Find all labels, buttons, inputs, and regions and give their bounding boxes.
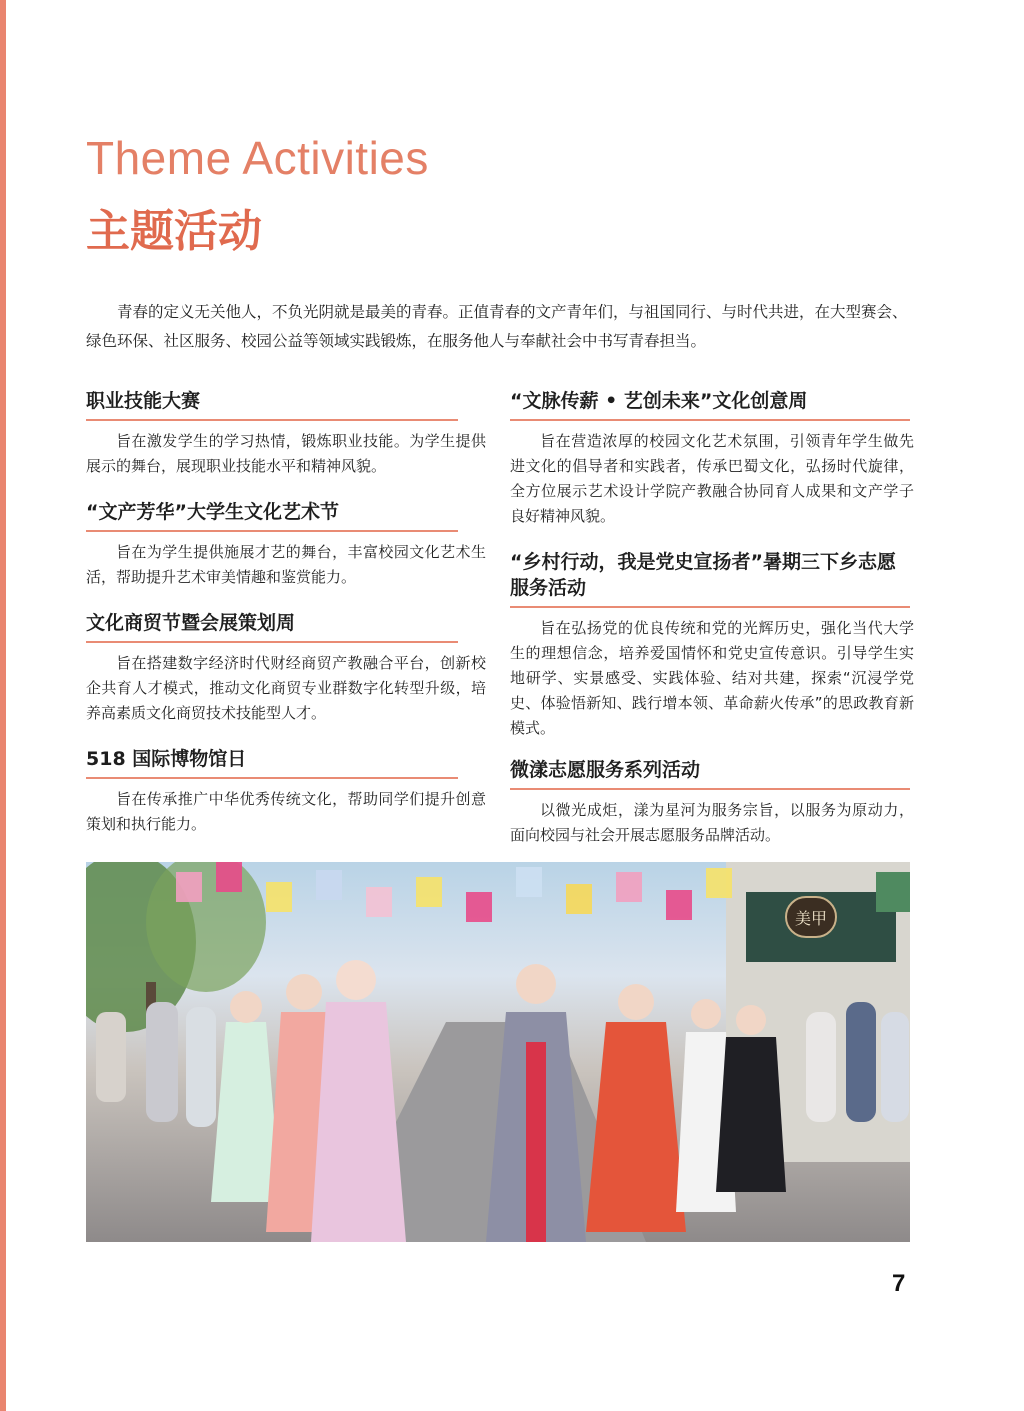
left-column: [86, 388, 486, 851]
activity-description: 旨在传承推广中华优秀传统文化，帮助同学们提升创意策划和执行能力。: [86, 790, 486, 833]
activity-title: 微漾志愿服务系列活动: [510, 757, 910, 790]
activity-description: 旨在为学生提供施展才艺的舞台，丰富校园文化艺术生活，帮助提升艺术审美情趣和鉴赏能力。: [86, 543, 486, 586]
shop-sign-text: 美甲: [794, 909, 828, 928]
activity-section: [510, 757, 914, 848]
page-edge-accent: [0, 0, 6, 1411]
activity-section: [86, 388, 486, 479]
activity-title: 职业技能大赛: [86, 388, 458, 421]
page-number: 7: [892, 1270, 906, 1297]
activity-title: “乡村行动，我是党史宣扬者”暑期三下乡志愿服务活动: [510, 549, 910, 608]
right-column: [510, 388, 914, 862]
activity-section: [86, 610, 486, 726]
hanfu-parade-illustration: [86, 862, 910, 1242]
activity-description: 以微光成炬，漾为星河为服务宗旨，以服务为原动力，面向校园与社会开展志愿服务品牌活动。: [510, 801, 914, 844]
activity-section: [510, 388, 914, 529]
title-english: Theme Activities: [86, 132, 429, 184]
activity-title: 文化商贸节暨会展策划周: [86, 610, 458, 643]
activity-title: “文脉传薪 • 艺创未来”文化创意周: [510, 388, 910, 421]
activity-description: 旨在弘扬党的优良传统和党的光辉历史，强化当代大学生的理想信念，培养爱国情怀和党史宣传意识。引导学生实地研学、实景感受、实践体验、结对共建，探索“沉浸学党史、体验悟新知、践行增本领、革命薪火传承”的思政教育新模式。: [510, 619, 914, 737]
title-chinese: 主题活动: [86, 206, 262, 257]
activity-section: [86, 746, 486, 837]
activity-section: [510, 549, 914, 741]
intro-paragraph: 青春的定义无关他人，不负光阴就是最美的青春。正值青春的文产青年们，与祖国同行、与时代共进，在大型赛会、绿色环保、社区服务、校园公益等领域实践锻炼，在服务他人与奉献社会中书写青春担当。: [86, 303, 908, 350]
event-photo: [86, 862, 910, 1242]
activity-title: 518 国际博物馆日: [86, 746, 458, 779]
activity-description: 旨在营造浓厚的校园文化艺术氛围，引领青年学生做先进文化的倡导者和实践者，传承巴蜀文化，弘扬时代旋律，全方位展示艺术设计学院产教融合协同育人成果和文产学子良好精神风貌。: [510, 432, 914, 525]
activity-description: 旨在搭建数字经济时代财经商贸产教融合平台，创新校企共育人才模式，推动文化商贸专业群数字化转型升级，培养高素质文化商贸技术技能型人才。: [86, 654, 486, 722]
activity-section: [86, 499, 486, 590]
activity-title: “文产芳华”大学生文化艺术节: [86, 499, 458, 532]
activity-description: 旨在激发学生的学习热情，锻炼职业技能。为学生提供展示的舞台，展现职业技能水平和精神风貌。: [86, 432, 486, 475]
